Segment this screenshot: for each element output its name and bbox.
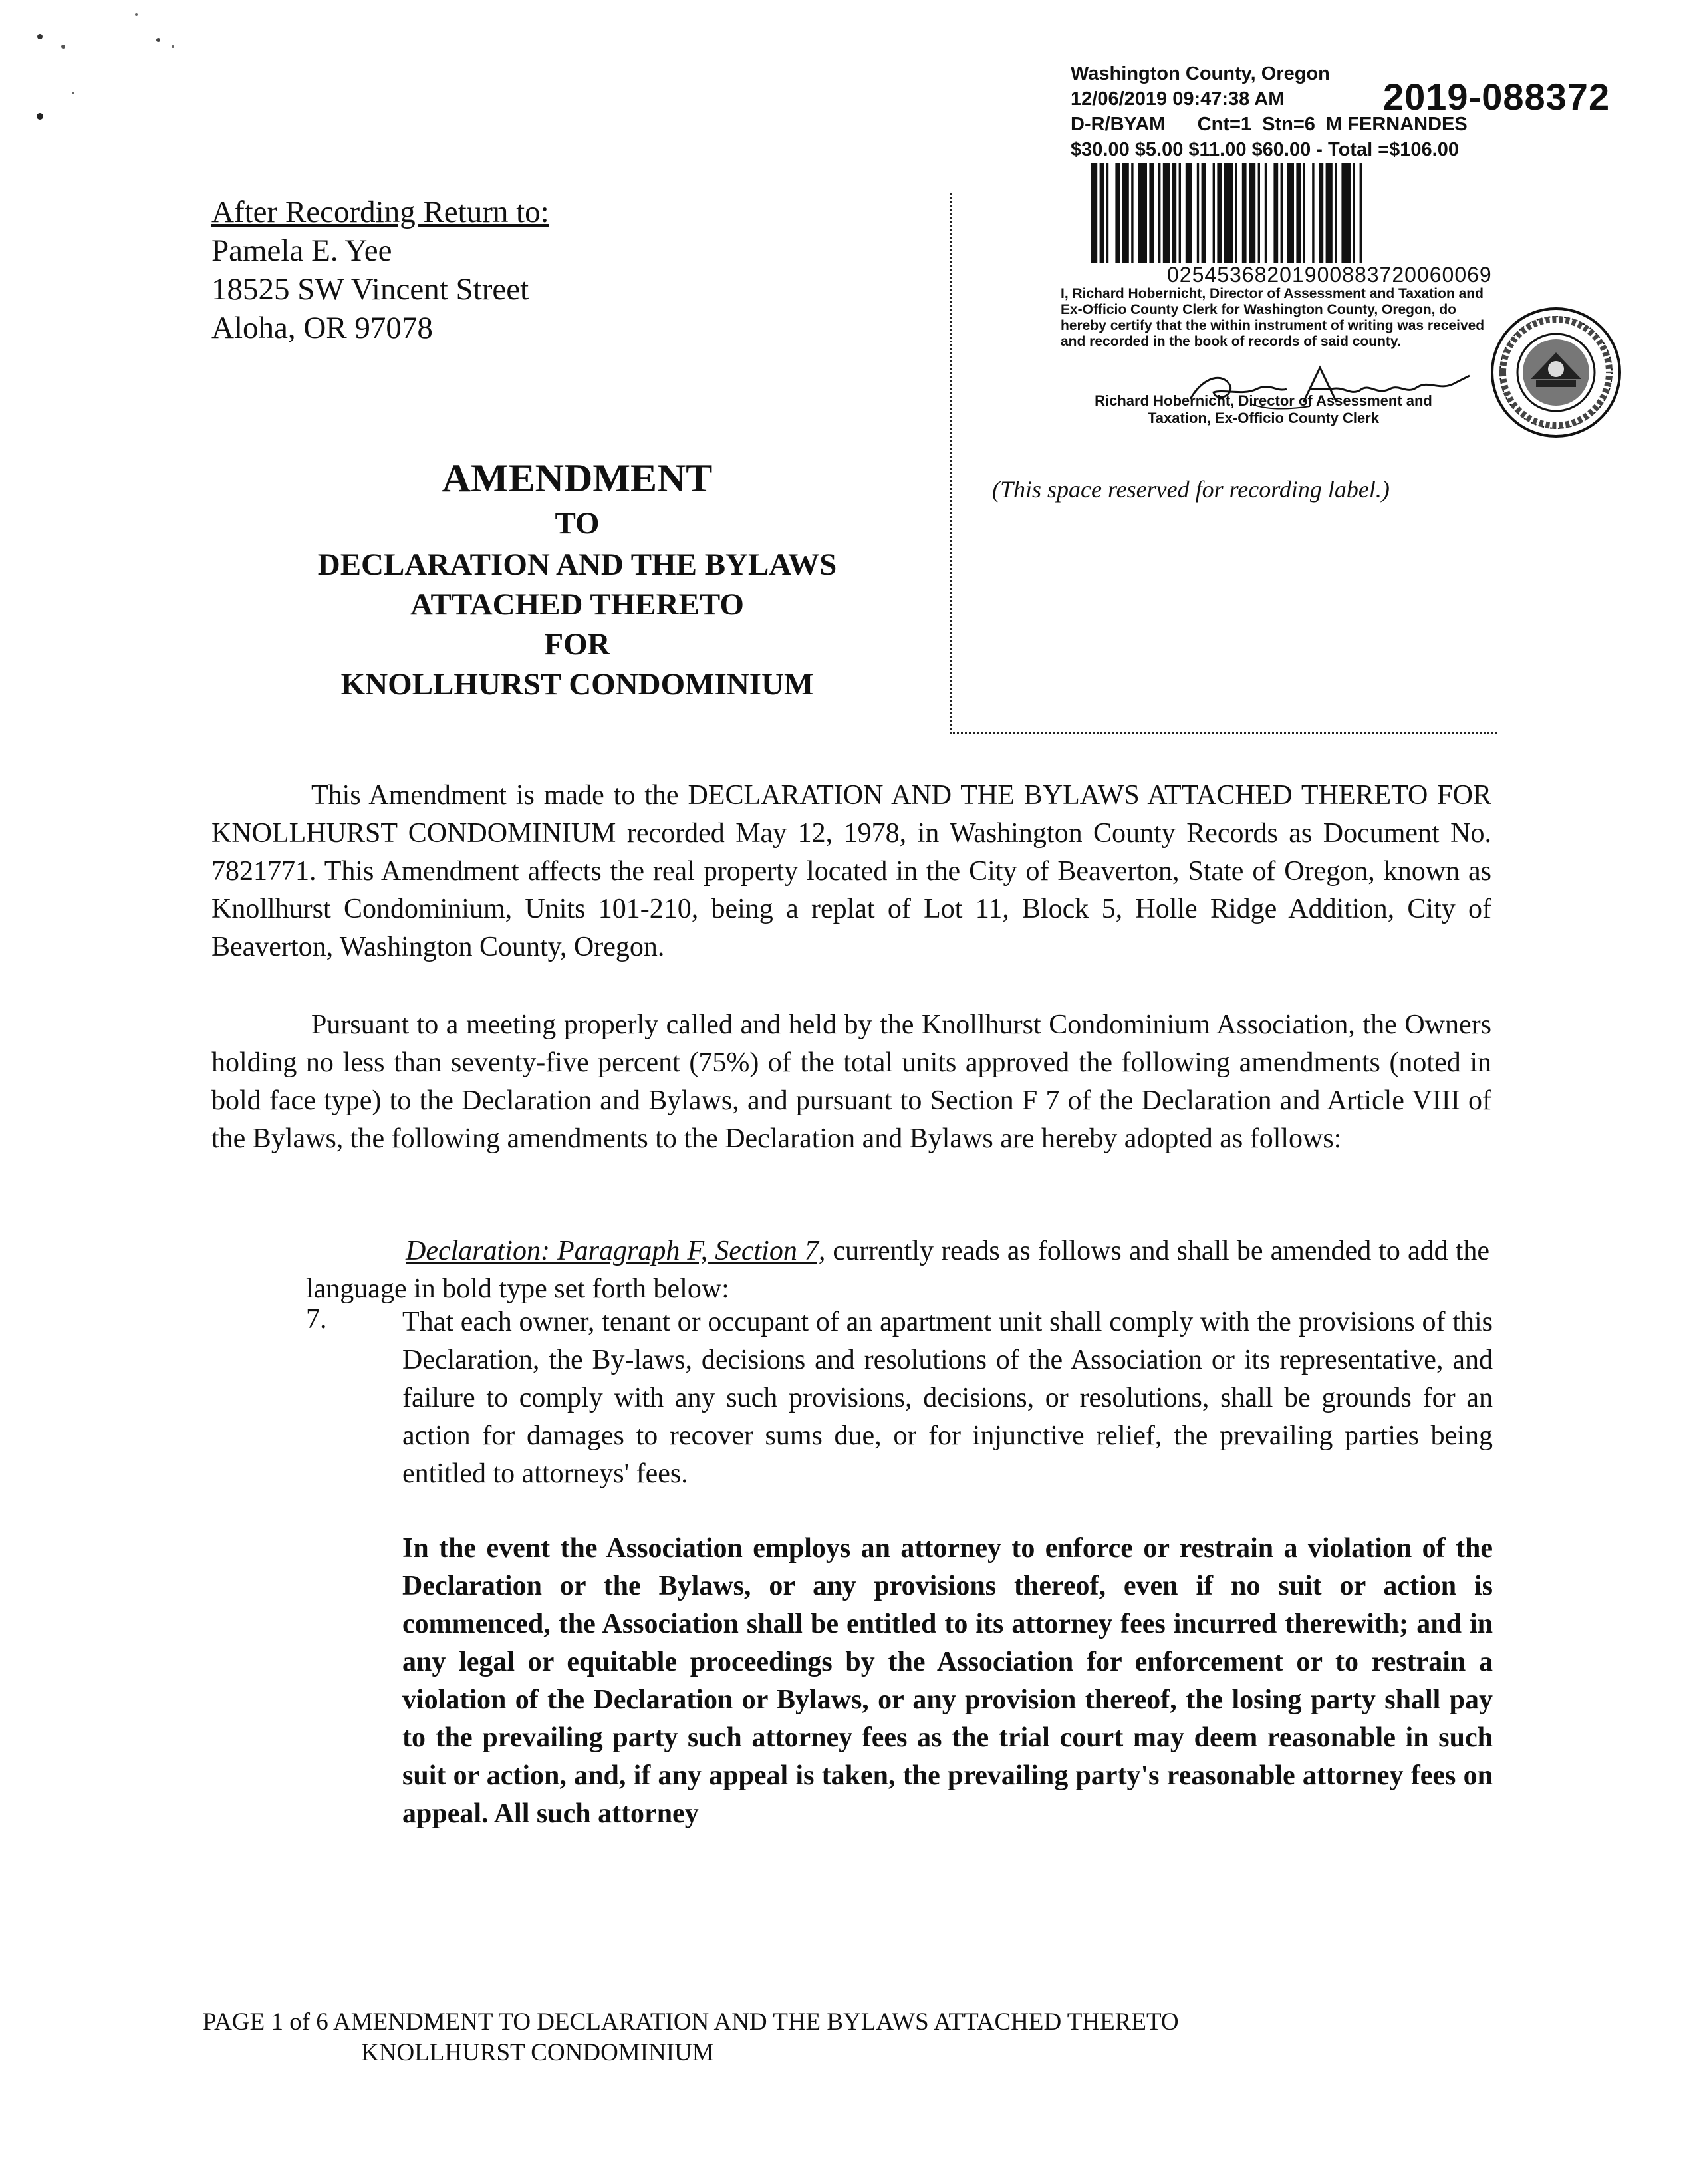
title-amendment: AMENDMENT [442,456,713,500]
barcode-number: 02545368201900883720060069 [1167,263,1492,287]
item-number: 7. [306,1304,327,1335]
stamp-county: Washington County, Oregon [1071,63,1330,84]
stamp-code-line: D-R/BYAM Cnt=1 Stn=6 M FERNANDES [1071,114,1468,135]
certification-text: I, Richard Hobernicht, Director of Assessment and Taxation and Ex-Officio County Clerk for Washington County, Oregon, do hereby certify that the within instrument of writing was received and recorded in the book of records of said county. [1061,286,1485,349]
title-declaration: DECLARATION AND THE BYLAWS [317,547,837,582]
paragraph-intro: This Amendment is made to the DECLARATION AND THE BYLAWS ATTACHED THERETO FOR KNOLLHURST CONDOMINIUM recorded May 12, 1978, in Washington County Records as Document No. 7821771. This Amendment affects the real property located in the City of Beaverton, State of Oregon, known as Knollhurst Condominium, Units 101-210, being a replat of Lot 11, Block 5, Holle Ridge Addition, City of Beaverton, Washington County, Oregon. [211,780,1491,962]
return-to-street: 18525 SW Vincent Street [211,272,529,307]
clerk-title-line2: Taxation, Ex-Officio County Clerk [1148,410,1379,426]
stamp-fees-line: $30.00 $5.00 $11.00 $60.00 - Total =$106.00 [1071,139,1459,160]
clerk-title-line1: Richard Hobernicht, Director of Assessment and [1095,392,1432,409]
declaration-reference: Declaration: Paragraph F, Section 7, [406,1236,826,1266]
clerk-title [1077,392,1450,427]
paragraph-pursuant: Pursuant to a meeting properly called and held by the Knollhurst Condominium Association, the Owners holding no less than seventy-five percent (75%) of the total units approved the following amendments (noted in bold face type) to the Declaration and Bylaws, and pursuant to Section F 7 of the Declaration and Article VIII of the Bylaws, the following amendments to the Declaration and Bylaws are hereby adopted as follows: [211,1010,1491,1154]
title-attached: ATTACHED THERETO [410,587,744,622]
footer-line2: KNOLLHURST CONDOMINIUM [361,2039,714,2066]
item-7-text: That each owner, tenant or occupant of an apartment unit shall comply with the provisions of this Declaration, the By-laws, decisions and resolutions of the Association or its representative, and failure to comply with any such provisions, decisions, or resolutions, shall be grounds for an action for damages to recover sums due, or for injunctive relief, the prevailing parties being entitled to attorneys' fees. [402,1307,1493,1489]
title-for: FOR [544,627,610,662]
reserved-space-note: (This space reserved for recording label.) [992,476,1390,503]
document-number: 2019-088372 [1383,76,1611,118]
return-to-name: Pamela E. Yee [211,233,392,268]
stamp-datetime: 12/06/2019 09:47:38 AM [1071,88,1285,110]
declaration-reference-rest: currently reads as follows and shall be amended to add the language in bold type set forth below: [306,1236,1489,1304]
return-to-heading: After Recording Return to: [211,195,549,229]
page-footer [203,2007,1179,2068]
barcode-image [1091,163,1596,263]
return-to-city: Aloha, OR 97078 [211,311,433,345]
title-to: TO [555,506,600,541]
title-condominium: KNOLLHURST CONDOMINIUM [340,667,814,702]
footer-line1: PAGE 1 of 6 AMENDMENT TO DECLARATION AND THE BYLAWS ATTACHED THERETO [203,2008,1179,2036]
amendment-bold-text: In the event the Association employs an attorney to enforce or restrain a violation of the Declaration or the Bylaws, or any provisions thereof, even if no suit or action is commenced, the Association shall be entitled to its attorney fees incurred therewith; and in any legal or equitable proceedings by the Association for enforcement or to restrain a violation of the Declaration or Bylaws, or any provision thereof, the losing party shall pay to the prevailing party such attorney fees as the trial court may deem reasonable in such suit or action, and, if any appeal is taken, the prevailing party's reasonable attorney fees on appeal. All such attorney [402,1533,1493,1829]
return-to-block [211,193,549,347]
county-seal [1489,306,1622,439]
paragraph-declaration-ref [306,1232,1489,1308]
scan-specks [0,0,226,146]
